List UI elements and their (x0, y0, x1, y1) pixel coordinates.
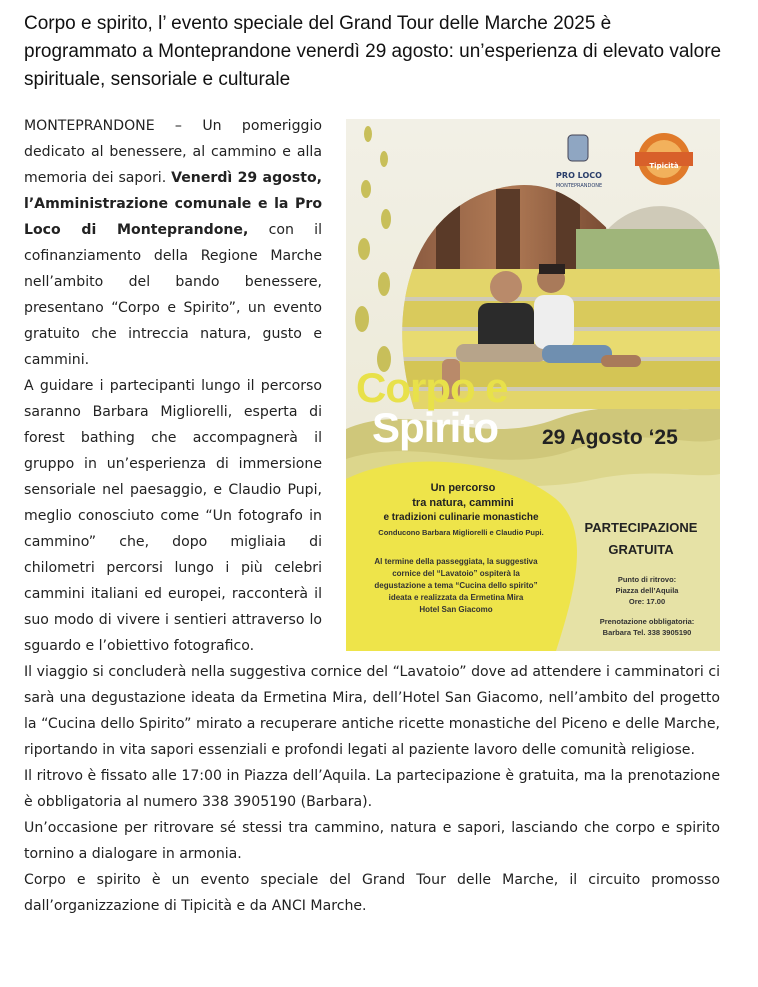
paragraph-meeting: Il ritrovo è fissato alle 17:00 in Piazza dell’Aquila. La partecipazione è gratuita, ma la prenotazione è obbligatoria al numero 338 3905190 (Barbara). (24, 768, 720, 810)
poster-book-line1: Prenotazione obbligatoria: (599, 617, 695, 626)
poster-desc-line1: Un percorso (430, 482, 496, 494)
poster-guides: Conducono Barbara Migliorelli e Claudio Pupi. (378, 528, 544, 537)
poster-tasting-line2: cornice del “Lavatoio” ospiterà la (392, 569, 520, 578)
poster-desc-line2: tra natura, cammini (412, 497, 514, 509)
event-poster (346, 119, 720, 651)
poster-meet-line3: Ore: 17.00 (628, 597, 666, 606)
poster-tasting-line5: Hotel San Giacomo (419, 605, 493, 614)
poster-book-line2: Barbara Tel. 338 3905190 (602, 628, 692, 637)
proloco-town: MONTEPRANDONE (555, 183, 603, 189)
poster-free-line2: GRATUITA (608, 542, 674, 557)
poster-free-line1: PARTECIPAZIONE (584, 520, 698, 535)
poster-date: 29 Agosto ‘25 (542, 426, 678, 449)
poster-title-line2: Spirito (372, 404, 498, 451)
poster-desc-line3: e tradizioni culinarie monastiche (383, 512, 539, 523)
poster-title-line1: Corpo e (356, 364, 508, 411)
poster-tasting-line4: ideata e realizzata da Ermetina Mira (388, 593, 524, 602)
paragraph-grand-tour: Corpo e spirito è un evento speciale del Grand Tour delle Marche, il circuito promosso dall’organizzazione di Tipicità e da ANCI Marche. (24, 872, 720, 914)
paragraph-guides: A guidare i partecipanti lungo il percorso saranno Barbara Migliorelli, esperta di forest bathing che accompagnerà il gruppo in un’esperienza di immersione sensoriale nel paesaggio, e Claudio Pupi, meglio conosciuto come “Un fotografo in cammino” che, dopo migliaia di chilometri percorsi lungo i più celebri cammini italiani ed europei, racconterà il suo modo di vivere i sentieri attraverso lo sguardo e l’obiettivo fotografico. (24, 378, 322, 654)
article-title: Corpo e spirito, l’ evento speciale del Grand Tour delle Marche 2025 è programmato a Monteprandone venerdì 29 agosto: un’esperienza di elevato valore spirituale, sensoriale e culturale (24, 13, 722, 90)
poster-meet-line1: Punto di ritrovo: (617, 575, 677, 584)
poster-tasting-line3: degustazione a tema “Cucina dello spirito” (374, 581, 538, 590)
poster-tasting-line1: Al termine della passeggiata, la suggestiva (374, 557, 538, 566)
intro-end: con il cofinanziamento della Regione Marche nell’ambito del bando benessere, presentano “Corpo e Spirito”, un evento gratuito che intreccia natura, gusto e cammini. (24, 222, 322, 368)
article-body (24, 113, 720, 919)
proloco-label: PRO LOCO (556, 171, 602, 180)
intro-bold: Venerdì 29 agosto, l’Amministrazione comunale e la Pro Loco di Monteprandone, (24, 170, 322, 238)
intro-lead: MONTEPRANDONE – Un pomeriggio dedicato al benessere, al cammino e alla memoria dei sapori. (24, 118, 322, 186)
badge-label: Tipicità (649, 162, 679, 170)
paragraph-occasion: Un’occasione per ritrovare sé stessi tra cammino, natura e sapori, lasciando che corpo e spirito tornino a dialogare in armonia. (24, 820, 720, 862)
paragraph-lavatoio: Il viaggio si concluderà nella suggestiva cornice del “Lavatoio” dove ad attendere i camminatori ci sarà una degustazione ideata da Ermetina Mira, dell’Hotel San Giacomo, nell’ambito del progetto la “Cucina dello Spirito” mirato a recuperare antiche ricette monastiche del Piceno e delle Marche, riportando in vita sapori essenziali e profondi legati al paziente lavoro delle comunità religiose. (24, 664, 720, 758)
poster-meet-line2: Piazza dell’Aquila (615, 586, 679, 595)
